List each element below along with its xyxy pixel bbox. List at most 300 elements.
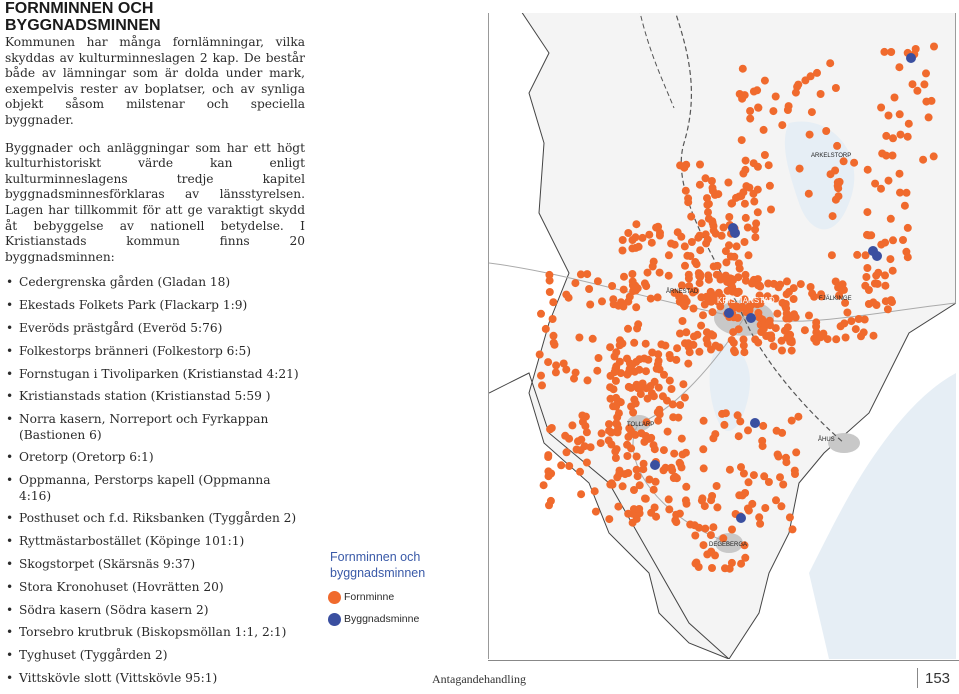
fornminne-marker: [651, 445, 659, 453]
fornminne-marker: [794, 413, 802, 421]
fornminne-marker: [691, 258, 699, 266]
fornminne-marker: [784, 106, 792, 114]
fornminne-marker: [624, 229, 632, 237]
fornminne-marker: [620, 273, 628, 281]
fornminne-marker: [598, 297, 606, 305]
list-item: • Vittskövle slott (Vittskövle 95:1): [5, 671, 305, 687]
fornminne-marker: [644, 356, 652, 364]
fornminne-marker: [880, 48, 888, 56]
map-legend: [330, 549, 480, 625]
fornminne-marker: [583, 428, 591, 436]
fornminne-marker: [720, 421, 728, 429]
fornminne-marker: [576, 468, 584, 476]
fornminne-marker: [775, 453, 783, 461]
fornminne-marker: [904, 224, 912, 232]
fornminne-marker: [899, 236, 907, 244]
fornminne-marker: [609, 295, 617, 303]
fornminne-marker: [606, 343, 614, 351]
fornminne-marker: [871, 180, 879, 188]
fornminne-marker: [775, 283, 783, 291]
fornminne-marker-icon: [328, 591, 341, 604]
fornminne-marker: [736, 417, 744, 425]
fornminne-marker: [779, 481, 787, 489]
byggnadsminne-marker: [750, 418, 760, 428]
fornminne-marker: [584, 376, 592, 384]
fornminne-marker: [647, 382, 655, 390]
fornminne-marker: [822, 127, 830, 135]
fornminne-marker: [889, 236, 897, 244]
fornminne-marker: [874, 280, 882, 288]
place-label: FJÄLKINGE: [819, 296, 852, 302]
fornminne-marker: [742, 157, 750, 165]
fornminne-marker: [862, 273, 870, 281]
fornminne-marker: [587, 443, 595, 451]
fornminne-marker: [730, 339, 738, 347]
fornminne-marker: [681, 294, 689, 302]
fornminne-marker: [630, 339, 638, 347]
fornminne-marker: [750, 471, 758, 479]
legend-item-fornminne: [344, 591, 394, 603]
fornminne-marker: [877, 241, 885, 249]
fornminne-marker: [739, 188, 747, 196]
fornminne-marker: [607, 395, 615, 403]
place-label: TOLLARP: [627, 422, 655, 428]
fornminne-marker: [853, 251, 861, 259]
fornminne-marker: [741, 238, 749, 246]
fornminne-marker: [714, 190, 722, 198]
list-item: • Kristianstads station (Kristianstad 5:59 ): [5, 389, 305, 405]
fornminne-marker: [696, 161, 704, 169]
footer-status: Antagandehandling: [432, 672, 526, 686]
fornminne-marker: [592, 508, 600, 516]
fornminne-marker: [608, 479, 616, 487]
fornminne-marker: [546, 288, 554, 296]
fornminne-marker: [746, 107, 754, 115]
fornminne-marker: [881, 282, 889, 290]
fornminne-marker: [552, 361, 560, 369]
fornminne-marker: [563, 448, 571, 456]
fornminne-marker: [696, 270, 704, 278]
fornminne-marker: [703, 201, 711, 209]
municipality-map: [488, 13, 956, 659]
fornminne-marker: [738, 95, 746, 103]
fornminne-marker: [709, 308, 717, 316]
fornminne-marker: [610, 385, 618, 393]
fornminne-marker: [660, 446, 668, 454]
fornminne-marker: [689, 341, 697, 349]
page-title: FORNMINNEN OCH BYGGNADSMINNEN: [5, 0, 161, 34]
fornminne-marker: [739, 65, 747, 73]
list-item: • Torsebro krutbruk (Biskopsmöllan 1:1, 2:1): [5, 625, 305, 641]
fornminne-marker: [741, 200, 749, 208]
fornminne-marker: [679, 380, 687, 388]
fornminne-marker: [697, 322, 705, 330]
fornminne-marker: [665, 251, 673, 259]
fornminne-marker: [895, 63, 903, 71]
fornminne-marker: [679, 317, 687, 325]
fornminne-marker: [654, 223, 662, 231]
fornminne-marker: [696, 279, 704, 287]
fornminne-marker: [827, 170, 835, 178]
fornminne-marker: [785, 315, 793, 323]
fornminne-marker: [863, 208, 871, 216]
fornminne-marker: [745, 251, 753, 259]
fornminne-marker: [756, 283, 764, 291]
fornminne-marker: [817, 90, 825, 98]
fornminne-marker: [583, 270, 591, 278]
fornminne-marker: [585, 285, 593, 293]
fornminne-marker: [740, 470, 748, 478]
fornminne-marker: [721, 564, 729, 572]
fornminne-marker: [896, 189, 904, 197]
fornminne-marker: [797, 280, 805, 288]
list-item: • Oretorp (Oretorp 6:1): [5, 450, 305, 466]
fornminne-marker: [623, 355, 631, 363]
fornminne-marker: [733, 242, 741, 250]
fornminne-marker: [616, 336, 624, 344]
fornminne-marker: [665, 272, 673, 280]
fornminne-marker: [778, 121, 786, 129]
fornminne-marker: [758, 437, 766, 445]
fornminne-marker: [754, 104, 762, 112]
fornminne-marker: [829, 212, 837, 220]
fornminne-marker: [562, 366, 570, 374]
fornminne-marker: [726, 466, 734, 474]
fornminne-marker: [751, 335, 759, 343]
fornminne-marker: [672, 511, 680, 519]
fornminne-marker: [930, 152, 938, 160]
byggnadsminne-marker: [650, 460, 660, 470]
fornminne-marker: [891, 94, 899, 102]
fornminne-marker: [650, 486, 658, 494]
fornminne-marker: [682, 328, 690, 336]
fornminne-marker: [761, 504, 769, 512]
fornminne-marker: [668, 385, 676, 393]
fornminne-marker: [536, 351, 544, 359]
fornminne-marker: [755, 513, 763, 521]
fornminne-marker: [840, 286, 848, 294]
fornminne-marker: [685, 275, 693, 283]
fornminne-marker: [605, 420, 613, 428]
fornminne-marker: [834, 178, 842, 186]
fornminne-marker: [922, 69, 930, 77]
building-list: [5, 275, 305, 686]
fornminne-marker: [577, 446, 585, 454]
fornminne-marker: [930, 43, 938, 51]
fornminne-marker: [828, 251, 836, 259]
fornminne-marker: [640, 438, 648, 446]
fornminne-marker: [639, 234, 647, 242]
fornminne-marker: [704, 208, 712, 216]
fornminne-marker: [682, 187, 690, 195]
list-item: • Cedergrenska gården (Gladan 18): [5, 275, 305, 291]
fornminne-marker: [670, 450, 678, 458]
fornminne-marker: [647, 295, 655, 303]
list-item: • Ekestads Folkets Park (Flackarp 1:9): [5, 298, 305, 314]
fornminne-marker: [810, 293, 818, 301]
fornminne-marker: [593, 367, 601, 375]
fornminne-marker: [791, 470, 799, 478]
fornminne-marker: [699, 445, 707, 453]
fornminne-marker: [605, 436, 613, 444]
fornminne-marker: [889, 134, 897, 142]
fornminne-marker: [624, 469, 632, 477]
fornminne-marker: [628, 361, 636, 369]
fornminne-marker: [750, 159, 758, 167]
fornminne-marker: [650, 392, 658, 400]
fornminne-marker: [861, 282, 869, 290]
fornminne-marker: [591, 487, 599, 495]
intro-paragraph: Kommunen har många fornlämningar, vilka skyddas av kulturminneslagen 2 kap. De består både av lämningar som är dolda under mark, exempelvis rester av boplatser, och av synliga objekt såsom milstenar och speciella byggnader.: [5, 35, 305, 127]
fornminne-marker: [632, 303, 640, 311]
fornminne-marker: [632, 233, 640, 241]
fornminne-marker: [861, 316, 869, 324]
fornminne-marker: [897, 131, 905, 139]
fornminne-marker: [700, 417, 708, 425]
fornminne-marker: [623, 441, 631, 449]
fornminne-marker: [699, 311, 707, 319]
fornminne-marker: [796, 165, 804, 173]
list-item: • Everöds prästgård (Everöd 5:76): [5, 321, 305, 337]
fornminne-marker: [595, 354, 603, 362]
map-canvas: [489, 13, 956, 659]
fornminne-marker: [786, 513, 794, 521]
fornminne-marker: [704, 236, 712, 244]
fornminne-marker: [629, 409, 637, 417]
fornminne-marker: [808, 108, 816, 116]
fornminne-marker: [666, 377, 674, 385]
fornminne-marker: [656, 269, 664, 277]
fornminne-marker: [583, 459, 591, 467]
fornminne-marker: [649, 263, 657, 271]
fornminne-marker: [681, 339, 689, 347]
fornminne-marker: [772, 324, 780, 332]
fornminne-marker: [695, 348, 703, 356]
fornminne-marker: [681, 262, 689, 270]
fornminne-marker: [788, 417, 796, 425]
fornminne-marker: [783, 334, 791, 342]
fornminne-marker: [722, 409, 730, 417]
fornminne-marker: [641, 279, 649, 287]
fornminne-marker: [542, 325, 550, 333]
fornminne-marker: [826, 59, 834, 67]
fornminne-marker: [552, 368, 560, 376]
page-divider: [917, 668, 918, 688]
fornminne-marker: [619, 247, 627, 255]
text-column: [5, 0, 305, 694]
fornminne-marker: [634, 384, 642, 392]
fornminne-marker: [766, 182, 774, 190]
fornminne-marker: [720, 224, 728, 232]
fornminne-marker: [551, 341, 559, 349]
fornminne-marker: [540, 481, 548, 489]
fornminne-marker: [731, 348, 739, 356]
fornminne-marker: [612, 454, 620, 462]
fornminne-marker: [730, 253, 738, 261]
fornminne-marker: [812, 318, 820, 326]
fornminne-marker: [698, 494, 706, 502]
fornminne-marker: [833, 142, 841, 150]
fornminne-marker: [767, 334, 775, 342]
fornminne-marker: [766, 317, 774, 325]
fornminne-marker: [633, 453, 641, 461]
fornminne-marker: [832, 196, 840, 204]
fornminne-marker: [865, 231, 873, 239]
fornminne-marker: [744, 426, 752, 434]
fornminne-marker: [684, 360, 692, 368]
place-label: ÅRNESTAD: [666, 289, 699, 295]
fornminne-marker: [648, 239, 656, 247]
fornminne-marker: [665, 495, 673, 503]
fornminne-marker: [810, 335, 818, 343]
place-label: DEGEBERGA: [709, 542, 748, 548]
fornminne-marker: [728, 199, 736, 207]
list-item: • Oppmanna, Perstorps kapell (Oppmanna 4:16): [5, 473, 305, 504]
legend-item-byggnadsminne: [344, 613, 419, 625]
fornminne-marker: [887, 296, 895, 304]
fornminne-marker: [545, 472, 553, 480]
fornminne-marker: [577, 490, 585, 498]
fornminne-marker: [619, 482, 627, 490]
fornminne-marker: [700, 541, 708, 549]
fornminne-marker: [614, 424, 622, 432]
fornminne-marker: [548, 424, 556, 432]
legend-title: Fornminnen och byggnadsminnen: [330, 550, 426, 580]
fornminne-marker: [909, 80, 917, 88]
fornminne-marker: [654, 293, 662, 301]
fornminne-marker: [778, 347, 786, 355]
fornminne-marker: [562, 291, 570, 299]
fornminne-marker: [807, 283, 815, 291]
legend-label: Byggnadsminne: [344, 613, 420, 625]
list-item: • Ryttmästarbostället (Köpinge 101:1): [5, 534, 305, 550]
fornminne-marker: [792, 448, 800, 456]
fornminne-marker: [681, 394, 689, 402]
fornminne-marker: [683, 252, 691, 260]
fornminne-marker: [712, 342, 720, 350]
fornminne-marker: [751, 233, 759, 241]
fornminne-marker: [630, 505, 638, 513]
fornminne-marker: [772, 496, 780, 504]
fornminne-marker: [772, 93, 780, 101]
legend-label: Fornminne: [344, 591, 395, 603]
fornminne-marker: [608, 282, 616, 290]
fornminne-marker: [582, 413, 590, 421]
fornminne-marker: [690, 333, 698, 341]
fornminne-marker: [630, 396, 638, 404]
fornminne-marker: [761, 151, 769, 159]
fornminne-marker: [712, 230, 720, 238]
fornminne-marker: [571, 279, 579, 287]
fornminne-marker: [753, 86, 761, 94]
fornminne-marker: [550, 332, 558, 340]
fornminne-marker: [612, 348, 620, 356]
fornminne-marker: [789, 525, 797, 533]
fornminne-marker: [544, 358, 552, 366]
fornminne-marker: [745, 478, 753, 486]
fornminne-marker: [683, 500, 691, 508]
fornminne-marker: [544, 453, 552, 461]
fornminne-marker: [684, 198, 692, 206]
fornminne-marker: [884, 305, 892, 313]
fornminne-marker: [598, 429, 606, 437]
fornminne-marker: [735, 305, 743, 313]
fornminne-marker: [765, 161, 773, 169]
fornminne-marker: [857, 332, 865, 340]
fornminne-marker: [832, 84, 840, 92]
list-item: • Norra kasern, Norreport och Fyrkappan (Bastionen 6): [5, 412, 305, 443]
fornminne-marker: [928, 97, 936, 105]
fornminne-marker: [788, 347, 796, 355]
fornminne-marker: [785, 288, 793, 296]
fornminne-marker: [728, 526, 736, 534]
byggnadsminne-marker: [872, 251, 882, 261]
fornminne-marker: [925, 113, 933, 121]
fornminne-marker: [724, 179, 732, 187]
fornminne-marker: [805, 190, 813, 198]
fornminne-marker: [896, 110, 904, 118]
fornminne-marker: [760, 126, 768, 134]
byggnadsminne-marker: [724, 308, 734, 318]
fornminne-marker: [711, 551, 719, 559]
fornminne-marker: [705, 276, 713, 284]
fornminne-marker: [673, 344, 681, 352]
fornminne-marker: [575, 334, 583, 342]
fornminne-marker: [633, 324, 641, 332]
list-item: • Fornstugan i Tivoliparken (Kristianstad 4:21): [5, 367, 305, 383]
fornminne-marker: [874, 269, 882, 277]
fornminne-marker: [647, 509, 655, 517]
fornminne-marker: [735, 259, 743, 267]
fornminne-marker: [676, 401, 684, 409]
fornminne-marker: [722, 258, 730, 266]
fornminne-marker: [882, 152, 890, 160]
fornminne-marker: [913, 87, 921, 95]
fornminne-marker: [690, 305, 698, 313]
fornminne-marker: [709, 523, 717, 531]
fornminne-marker: [711, 430, 719, 438]
fornminne-marker: [790, 295, 798, 303]
fornminne-marker: [574, 437, 582, 445]
fornminne-marker: [627, 384, 635, 392]
fornminne-marker: [806, 131, 814, 139]
fornminne-marker: [623, 452, 631, 460]
fornminne-marker: [703, 328, 711, 336]
fornminne-marker: [889, 267, 897, 275]
fornminne-marker: [656, 365, 664, 373]
fornminne-marker: [701, 502, 709, 510]
fornminne-marker: [619, 236, 627, 244]
fornminne-marker: [665, 505, 673, 513]
fornminne-marker: [746, 115, 754, 123]
fornminne-marker: [672, 356, 680, 364]
fornminne-marker: [628, 270, 636, 278]
urban-ahus: [828, 433, 860, 453]
fornminne-marker: [761, 77, 769, 85]
fornminne-marker: [870, 332, 878, 340]
fornminne-marker: [667, 240, 675, 248]
fornminne-marker: [614, 503, 622, 511]
fornminne-marker: [674, 414, 682, 422]
fornminne-marker: [628, 244, 636, 252]
fornminne-marker: [612, 362, 620, 370]
fornminne-marker: [652, 478, 660, 486]
fornminne-marker: [702, 174, 710, 182]
fornminne-marker: [723, 278, 731, 286]
list-item: • Posthuset och f.d. Riksbanken (Tyggården 2): [5, 511, 305, 527]
fornminne-marker: [697, 293, 705, 301]
fornminne-marker: [742, 214, 750, 222]
